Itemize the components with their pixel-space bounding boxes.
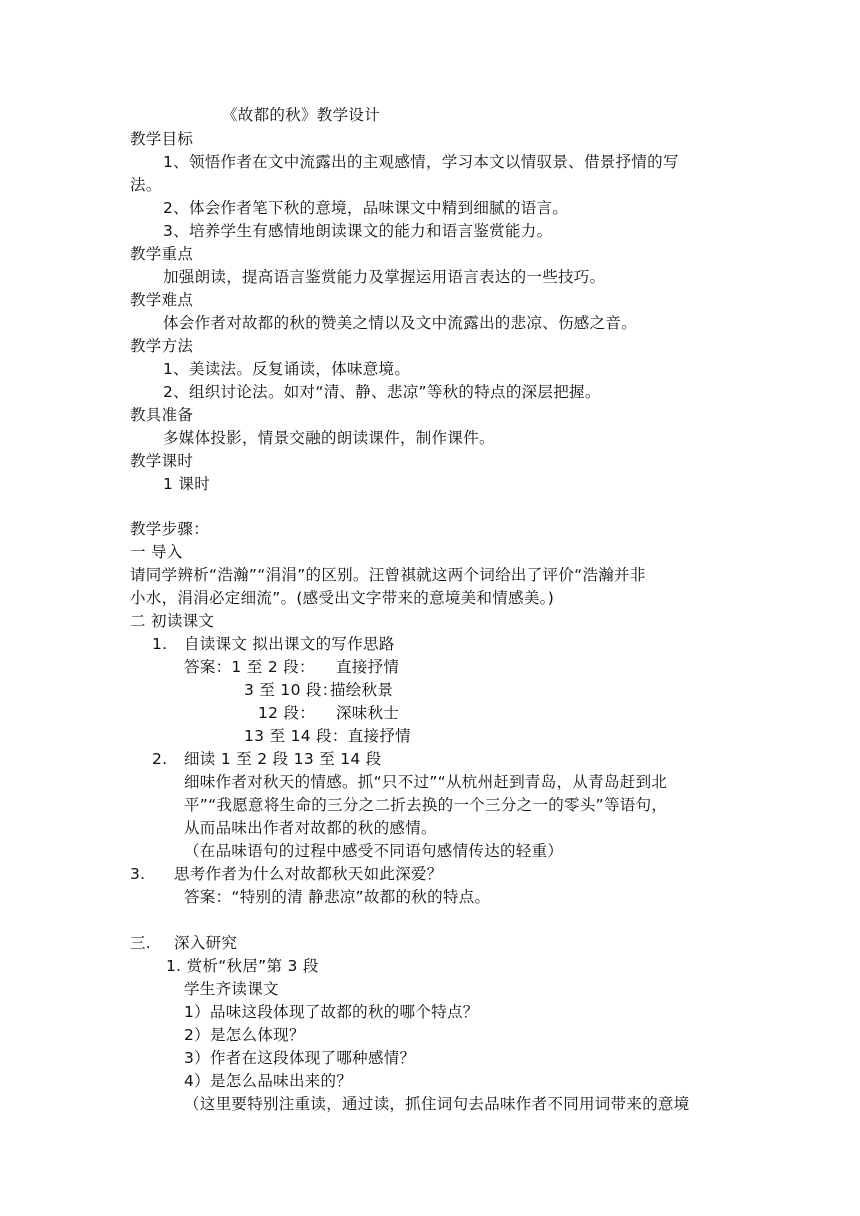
step2-item2-line2: 平”“我愿意将生命的三分之二折去换的一个三分之一的零头”等语句，	[184, 796, 668, 814]
keypoints-text: 加强朗读，提高语言鉴赏能力及掌握运用语言表达的一些技巧。	[163, 268, 606, 286]
objective-1-line2: 法。	[130, 176, 162, 194]
answer-row1-value: 直接抒情	[336, 658, 400, 676]
keypoints-heading: 教学重点	[130, 245, 194, 263]
difficulties-heading: 教学难点	[130, 291, 194, 309]
step2-item2-line1: 细味作者对秋天的情感。抓“只不过”“从杭州赶到青岛，从青岛赶到北	[184, 773, 668, 791]
answer-row3-label: 12 段：	[258, 704, 316, 722]
step3-q1: 1）品味这段体现了故都的秋的哪个特点？	[184, 1003, 479, 1021]
answer-row1-label: 答案：1 至 2 段：	[184, 658, 315, 676]
objective-1-line1: 1、领悟作者在文中流露出的主观感情，学习本文以情驭景、借景抒情的写	[163, 153, 679, 171]
step3-read: 学生齐读课文	[184, 980, 279, 998]
step1-line1: 请同学辨析“浩瀚”“涓涓”的区别。汪曾祺就这两个词给出了评价“浩瀚并非	[130, 566, 646, 584]
step2-title: 二 初读课文	[130, 612, 215, 630]
step3-q4: 4）是怎么品味出来的？	[184, 1072, 353, 1090]
step2-item3-num: 3.	[130, 865, 146, 883]
step3-note: （这里要特别注重读，通过读，抓住词句去品味作者不同用词带来的意境	[184, 1095, 690, 1113]
answer-row4: 13 至 14 段：直接抒情	[244, 727, 411, 745]
step2-item2-line3: 从而品味出作者对故都的秋的感情。	[184, 819, 437, 837]
step3-item1: 1. 赏析“秋居”第 3 段	[166, 957, 319, 975]
difficulties-text: 体会作者对故都的秋的赞美之情以及文中流露出的悲凉、伤感之音。	[163, 314, 638, 332]
hours-text: 1 课时	[163, 475, 210, 493]
steps-heading: 教学步骤：	[130, 520, 210, 538]
method-1: 1、美读法。反复诵读，体味意境。	[163, 360, 411, 378]
objective-3: 3、培养学生有感情地朗读课文的能力和语言鉴赏能力。	[163, 222, 553, 240]
objectives-heading: 教学目标	[130, 130, 194, 148]
tools-heading: 教具准备	[130, 406, 194, 424]
step2-item3-answer: 答案：“特别的清 静悲凉”故都的秋的特点。	[184, 888, 491, 906]
step3-q3: 3）作者在这段体现了哪种感情？	[184, 1049, 416, 1067]
methods-heading: 教学方法	[130, 337, 194, 355]
step2-item2-note: （在品味语句的过程中感受不同语句感情传达的轻重）	[184, 842, 564, 860]
step3-q2: 2）是怎么体现？	[184, 1026, 305, 1044]
tools-text: 多媒体投影，情景交融的朗读课件，制作课件。	[163, 429, 495, 447]
step3-title-num: 三.	[130, 934, 152, 952]
method-2: 2、组织讨论法。如对“清、静、悲凉”等秋的特点的深层把握。	[163, 383, 601, 401]
answer-row2-label: 3 至 10 段：	[244, 681, 338, 699]
step2-item1-text: 自读课文 拟出课文的写作思路	[184, 635, 395, 653]
step1-line2: 小水，涓涓必定细流”。(感受出文字带来的意境美和情感美。)	[130, 589, 555, 607]
step1-title: 一 导入	[130, 543, 183, 561]
step2-item3-text: 思考作者为什么对故都秋天如此深爱？	[174, 865, 443, 883]
answer-row2-value: 描绘秋景	[330, 681, 394, 699]
answer-row3-value: 深味秋士	[336, 704, 400, 722]
objective-2: 2、体会作者笔下秋的意境，品味课文中精到细腻的语言。	[163, 199, 569, 217]
doc-title: 《故都的秋》教学设计	[222, 106, 381, 124]
step2-item2-num: 2.	[152, 750, 168, 768]
step2-item2-text: 细读 1 至 2 段 13 至 14 段	[184, 750, 382, 768]
step2-item1-num: 1.	[152, 635, 168, 653]
hours-heading: 教学课时	[130, 452, 194, 470]
step3-title-text: 深入研究	[174, 934, 238, 952]
